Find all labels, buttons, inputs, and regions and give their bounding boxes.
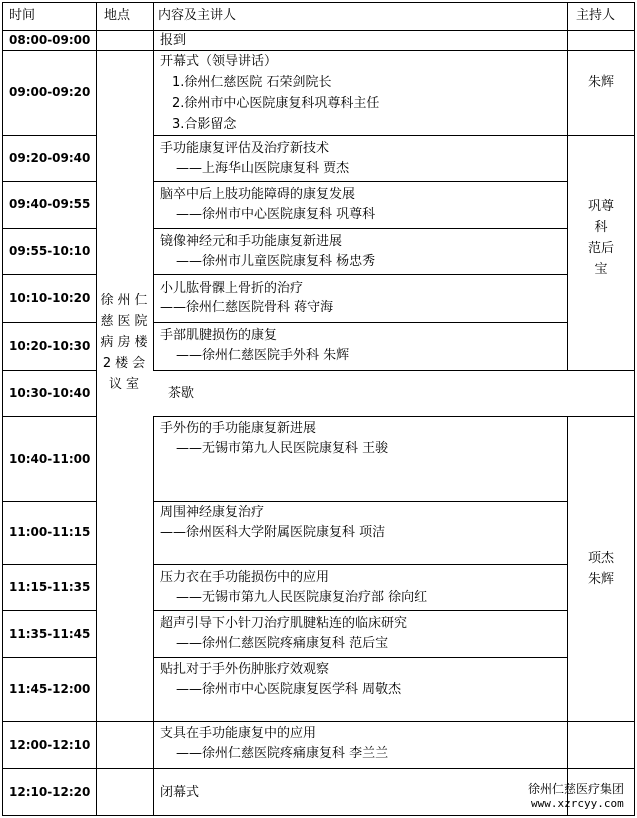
row-title: 手功能康复评估及治疗新技术 — [160, 141, 330, 156]
row-speaker: ——徐州市儿童医院康复科 杨忠秀 — [176, 254, 376, 269]
row-line: 2.徐州市中心医院康复科巩尊科主任 — [172, 96, 380, 111]
row-title: 手外伤的手功能康复新进展 — [160, 421, 317, 436]
row-title: 支具在手功能康复中的应用 — [160, 726, 317, 741]
row-title: 闭幕式 — [160, 785, 200, 800]
row-speaker: ——徐州仁慈医院手外科 朱辉 — [176, 348, 350, 363]
row-line: 1.徐州仁慈医院 石荣剑院长 — [172, 75, 332, 90]
row-speaker: ——徐州市中心医院康复科 巩尊科 — [176, 207, 376, 222]
time-slot: 11:45-12:00 — [9, 682, 91, 696]
time-slot: 11:15-11:35 — [9, 580, 91, 594]
row-speaker: ——徐州仁慈医院疼痛康复科 李兰兰 — [176, 746, 389, 761]
time-slot: 09:40-09:55 — [9, 197, 91, 211]
row-speaker: ——无锡市第九人民医院康复科 王骏 — [176, 441, 389, 456]
host-cell: 项杰 朱辉 — [588, 551, 615, 587]
time-slot: 12:10-12:20 — [9, 785, 91, 799]
row-speaker: ——徐州仁慈医院疼痛康复科 范后宝 — [176, 636, 389, 651]
row-title: 开幕式（领导讲话） — [160, 54, 278, 69]
row-speaker: ——徐州仁慈医院骨科 蒋守海 — [160, 300, 334, 315]
watermark-name: 徐州仁慈医疗集团 — [528, 782, 625, 796]
time-slot: 08:00-09:00 — [9, 33, 91, 47]
time-slot: 12:00-12:10 — [9, 738, 91, 752]
row-speaker: ——徐州医科大学附属医院康复科 项洁 — [160, 525, 386, 540]
row-title: 报到 — [160, 33, 187, 48]
header-venue: 地点 — [104, 8, 131, 23]
header-time: 时间 — [9, 8, 36, 23]
row-title: 镜像神经元和手功能康复新进展 — [160, 234, 343, 249]
time-slot: 10:30-10:40 — [9, 386, 91, 400]
host-cell: 朱辉 — [588, 75, 615, 90]
row-title: 脑卒中后上肢功能障碍的康复发展 — [160, 187, 356, 202]
row-speaker: ——无锡市第九人民医院康复治疗部 徐向红 — [176, 590, 428, 605]
watermark-url: www.xzrcyy.com — [531, 797, 624, 810]
time-slot: 10:20-10:30 — [9, 339, 91, 353]
row-title: 贴扎对于手外伤肿胀疗效观察 — [160, 662, 330, 677]
time-slot: 09:20-09:40 — [9, 151, 91, 165]
row-title: 茶歇 — [168, 386, 195, 401]
header-host: 主持人 — [576, 8, 616, 23]
time-slot: 11:00-11:15 — [9, 525, 91, 539]
row-line: 3.合影留念 — [172, 117, 237, 132]
row-title: 周围神经康复治疗 — [160, 505, 265, 520]
row-title: 超声引导下小针刀治疗肌腱粘连的临床研究 — [160, 616, 408, 631]
header-content: 内容及主讲人 — [158, 8, 237, 23]
time-slot: 09:00-09:20 — [9, 85, 91, 99]
row-speaker: ——徐州市中心医院康复医学科 周敬杰 — [176, 682, 402, 697]
venue-cell: 徐州仁慈医院病房楼2楼会议室 — [100, 293, 152, 392]
row-title: 压力衣在手功能损伤中的应用 — [160, 570, 330, 585]
host-cell: 巩尊科 范后宝 — [588, 199, 615, 277]
time-slot: 10:10-10:20 — [9, 291, 91, 305]
time-slot: 11:35-11:45 — [9, 627, 91, 641]
row-speaker: ——上海华山医院康复科 贾杰 — [176, 161, 350, 176]
time-slot: 09:55-10:10 — [9, 244, 91, 258]
time-slot: 10:40-11:00 — [9, 452, 91, 466]
row-title: 小儿肱骨髁上骨折的治疗 — [160, 281, 304, 296]
row-title: 手部肌腱损伤的康复 — [160, 328, 278, 343]
